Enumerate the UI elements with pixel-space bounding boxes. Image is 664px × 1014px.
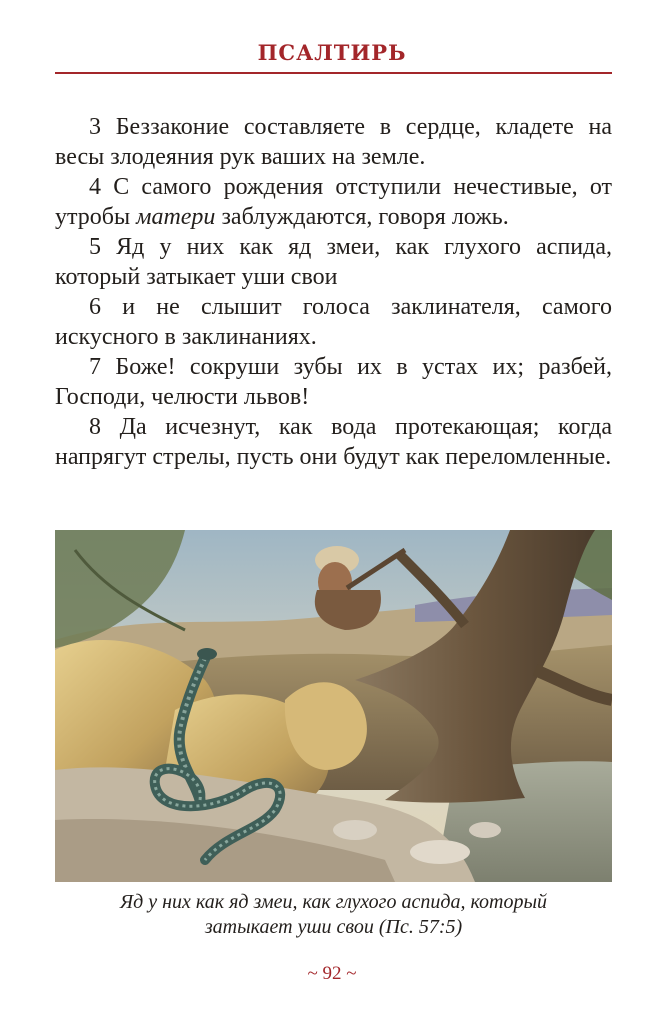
verse-3 bbox=[55, 112, 612, 172]
verse-text: Боже! сокруши зубы их в устах их; разбей, Господи, челюсти львов! bbox=[55, 354, 612, 410]
verse-number: 8 bbox=[89, 414, 101, 440]
verse-6 bbox=[55, 292, 612, 352]
illustration-caption bbox=[55, 890, 612, 940]
verse-7 bbox=[55, 352, 612, 412]
verse-text: и не слышит голоса заклинателя, самого искусного в заклинаниях. bbox=[55, 294, 612, 350]
verse-number: 4 bbox=[89, 174, 101, 200]
verse-text: С самого рождения отступили нечестивые, от утробы bbox=[55, 174, 612, 230]
caption-line-2: затыкает уши свои (Пс. 57:5) bbox=[204, 916, 463, 938]
verse-5 bbox=[55, 232, 612, 292]
page-header-title: ПСАЛТИРЬ bbox=[257, 40, 407, 65]
verse-number: 6 bbox=[89, 294, 101, 320]
verse-number: 7 bbox=[89, 354, 101, 380]
psalm-text bbox=[55, 112, 612, 472]
verse-number: 3 bbox=[89, 114, 101, 140]
illustration-snake-charmer bbox=[55, 530, 612, 882]
verse-text-end: заблуждаются, говоря ложь. bbox=[215, 204, 509, 230]
verse-text: Беззаконие составляете в сердце, кладете на весы злодеяния рук ваших на земле. bbox=[55, 114, 612, 170]
verse-4 bbox=[55, 172, 612, 232]
verse-8 bbox=[55, 412, 612, 472]
verse-number: 5 bbox=[89, 234, 101, 260]
caption-line-1: Яд у них как яд змеи, как глухого аспида, который bbox=[119, 891, 548, 913]
header-divider bbox=[55, 72, 612, 74]
page-number: ~ 92 ~ bbox=[307, 963, 357, 984]
verse-text: Яд у них как яд змеи, как глухого аспида, который затыкает уши свои bbox=[55, 234, 613, 290]
verse-italic-word: матери bbox=[136, 204, 216, 230]
verse-text: Да исчезнут, как вода протекающая; когда напрягут стрелы, пусть они будут как переломленные. bbox=[55, 414, 612, 470]
